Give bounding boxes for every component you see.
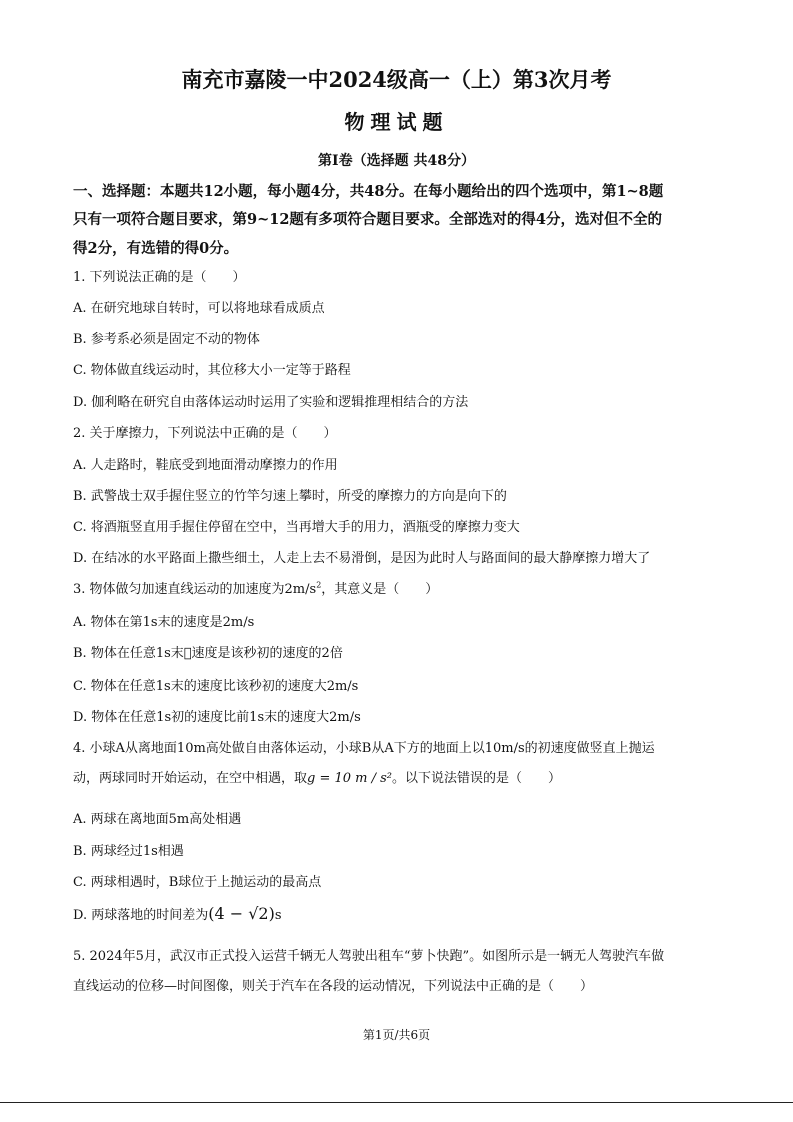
q1-option-b: B. 参考系必须是固定不动的物体 (73, 332, 260, 347)
q4-option-b: B. 两球经过1s相遇 (73, 844, 184, 859)
exam-title: 南充市嘉陵一中2024级高一（上）第3次月考 (181, 67, 612, 92)
q2-option-c: C. 将酒瓶竖直用手握住停留在空中，当再增大手的用力，酒瓶受的摩擦力变大 (73, 520, 520, 535)
q2-option-a: A. 人走路时，鞋底受到地面滑动摩擦力的作用 (73, 458, 338, 473)
q3-stem-tail: ，其意义是（ ） (321, 582, 439, 597)
section-heading: 第I卷（选择题 共48分） (318, 153, 475, 169)
q2-option-b: B. 武警战士双手握住竖立的竹竿匀速上攀时，所受的摩擦力的方向是向下的 (73, 489, 507, 504)
q4-option-d-text: D. 两球落地的时间差为 (73, 908, 209, 923)
q4-option-d-unit: s (274, 908, 282, 923)
q1-stem: 1. 下列说法正确的是（ ） (73, 270, 246, 285)
q3-option-d: D. 物体在任意1s初的速度比前1s末的速度大2m/s (73, 710, 361, 725)
q4-option-d (73, 904, 282, 923)
instructions-line-3: 得2分，有选错的得0分。 (73, 240, 239, 257)
q1-option-d: D. 伽利略在研究自由落体运动时运用了实验和逻辑推理相结合的方法 (73, 395, 469, 410)
q4-stem-text: 动，两球同时开始运动，在空中相遇，取 (73, 771, 308, 786)
q3-stem-superscript: 2 (316, 580, 322, 590)
q3-stem-text: 3. 物体做匀加速直线运动的加速度为2m/s (73, 582, 317, 597)
q5-stem-line-2: 直线运动的位移—时间图像，则关于汽车在各段的运动情况，下列说法中正确的是（ ） (73, 979, 594, 994)
q3-option-b: B. 物体在任意1s末 速度是该秒初的速度的2倍 (73, 646, 343, 661)
exam-subtitle: 物理试题 (344, 110, 449, 134)
q1-option-c: C. 物体做直线运动时，其位移大小一定等于路程 (73, 363, 351, 378)
q4-stem-line-2 (73, 767, 561, 786)
q4-stem-line-1: 4. 小球A从离地面10m高处做自由落体运动，小球B从A下方的地面上以10m/s的初速度做竖直上抛运 (73, 741, 655, 756)
q5-stem-line-1: 5. 2024年5月，武汉市正式投入运营千辆无人驾驶出租车“萝卜快跑”。如图所示是一辆无人驾驶汽车做 (73, 949, 665, 964)
q4-option-a: A. 两球在离地面5m高处相遇 (73, 812, 242, 827)
page-number: 第1页/共6页 (362, 1028, 431, 1042)
q3-option-a: A. 物体在第1s末的速度是2m/s (73, 615, 255, 630)
q4-option-d-formula: (4 − √2) (208, 904, 275, 923)
bottom-divider (0, 1102, 793, 1103)
q2-stem: 2. 关于摩擦力，下列说法中正确的是（ ） (73, 426, 337, 441)
instructions-line-2: 只有一项符合题目要求，第9~12题有多项符合题目要求。全部选对的得4分，选对但不全的 (73, 211, 663, 228)
q4-gravity-formula: g = 10 m / s² (307, 771, 393, 786)
q3-option-c: C. 物体在任意1s末的速度比该秒初的速度大2m/s (73, 679, 359, 694)
q4-stem-tail: 。以下说法错误的是（ ） (392, 771, 562, 786)
q1-option-a: A. 在研究地球自转时，可以将地球看成质点 (73, 301, 325, 316)
q2-option-d: D. 在结冰的水平路面上撒些细土，人走上去不易滑倒，是因为此时人与路面间的最大静摩擦力增大了 (73, 551, 651, 566)
q4-option-c: C. 两球相遇时，B球位于上抛运动的最高点 (73, 875, 322, 890)
instructions-line-1: 一、选择题：本题共12小题，每小题4分，共48分。在每小题给出的四个选项中，第1~8题 (73, 183, 664, 200)
q3-stem (73, 578, 438, 597)
